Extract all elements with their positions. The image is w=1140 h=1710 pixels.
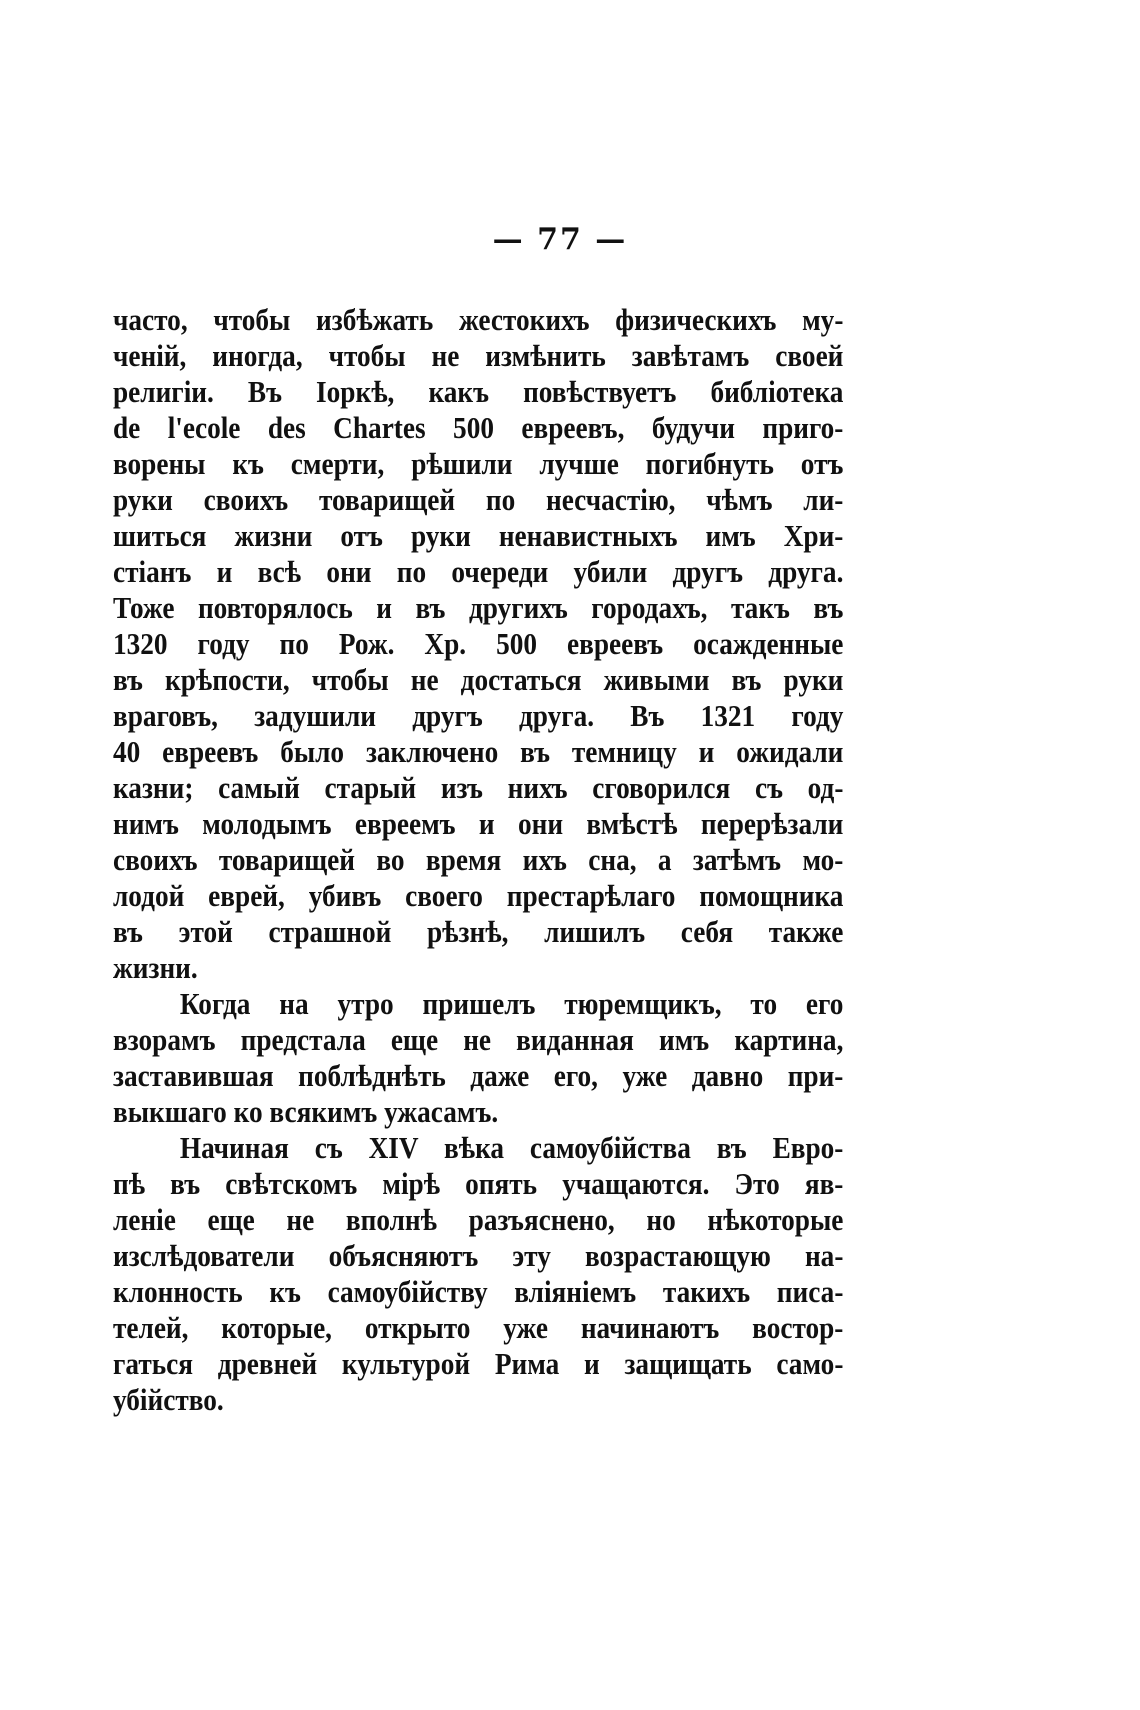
text-line: въ этой страшной рѣзнѣ, лишилъ себя также [113,914,844,949]
text-line: de l'ecole des Chartes 500 евреевъ, будучи приго- [113,410,844,445]
text-line: въ крѣпости, чтобы не достаться живыми въ руки [113,662,844,697]
text-line: телей, которые, открыто уже начинаютъ востор- [113,1310,844,1345]
text-line: лодой еврей, убивъ своего престарѣлаго помощника [113,878,844,913]
text-line: казни; самый старый изъ нихъ сговорился съ од- [113,770,844,805]
text-line: руки своихъ товарищей по несчастію, чѣмъ ли- [113,482,844,517]
text-line: нимъ молодымъ евреемъ и они вмѣстѣ перерѣзали [113,806,844,841]
text-line: леніе еще не вполнѣ разъяснено, но нѣкоторые [113,1202,844,1237]
text-line: ворены къ смерти, рѣшили лучше погибнуть отъ [113,446,844,481]
text-line: ченій, иногда, чтобы не измѣнить завѣтамъ своей [113,338,844,373]
paragraph-1 [113,302,843,986]
text-line: шиться жизни отъ руки ненавистныхъ имъ Хри- [113,518,844,553]
body-text [113,302,843,1418]
text-line: жизни. [113,950,198,985]
text-line: изслѣдователи объясняютъ эту возрастающую на- [113,1238,844,1273]
text-line: своихъ товарищей во время ихъ сна, а затѣмъ мо- [113,842,844,877]
text-line: клонность къ самоубійству вліяніемъ такихъ писа- [113,1274,844,1309]
text-line: гаться древней культурой Рима и защищать само- [113,1346,844,1381]
text-line: религіи. Въ Іоркѣ, какъ повѣствуетъ библіотека [113,374,844,409]
text-line: взорамъ предстала еще не виданная имъ картина, [113,1022,844,1057]
text-line: стіанъ и всѣ они по очереди убили другъ друга. [113,554,844,589]
text-line: часто, чтобы избѣжать жестокихъ физическихъ му- [113,302,844,337]
text-line: пѣ въ свѣтскомъ мірѣ опять учащаются. Это яв- [113,1166,844,1201]
text-line: враговъ, задушили другъ друга. Въ 1321 году [113,698,844,733]
text-line: заставившая поблѣднѣть даже его, уже давно при- [113,1058,844,1093]
text-line: 40 евреевъ было заключено въ темницу и ожидали [113,734,844,769]
text-line: 1320 году по Рож. Хр. 500 евреевъ осажденные [113,626,844,661]
text-line: Когда на утро пришелъ тюремщикъ, то его [179,986,844,1021]
page-number: — 77 — [492,222,628,257]
text-line: Начиная съ XIV вѣка самоубійства въ Евро- [179,1130,844,1165]
paragraph-2 [113,986,843,1130]
text-line: убійство. [113,1382,224,1417]
text-line: Тоже повторялось и въ другихъ городахъ, такъ въ [113,590,844,625]
text-line: выкшаго ко всякимъ ужасамъ. [113,1094,499,1129]
paragraph-3 [113,1130,843,1418]
